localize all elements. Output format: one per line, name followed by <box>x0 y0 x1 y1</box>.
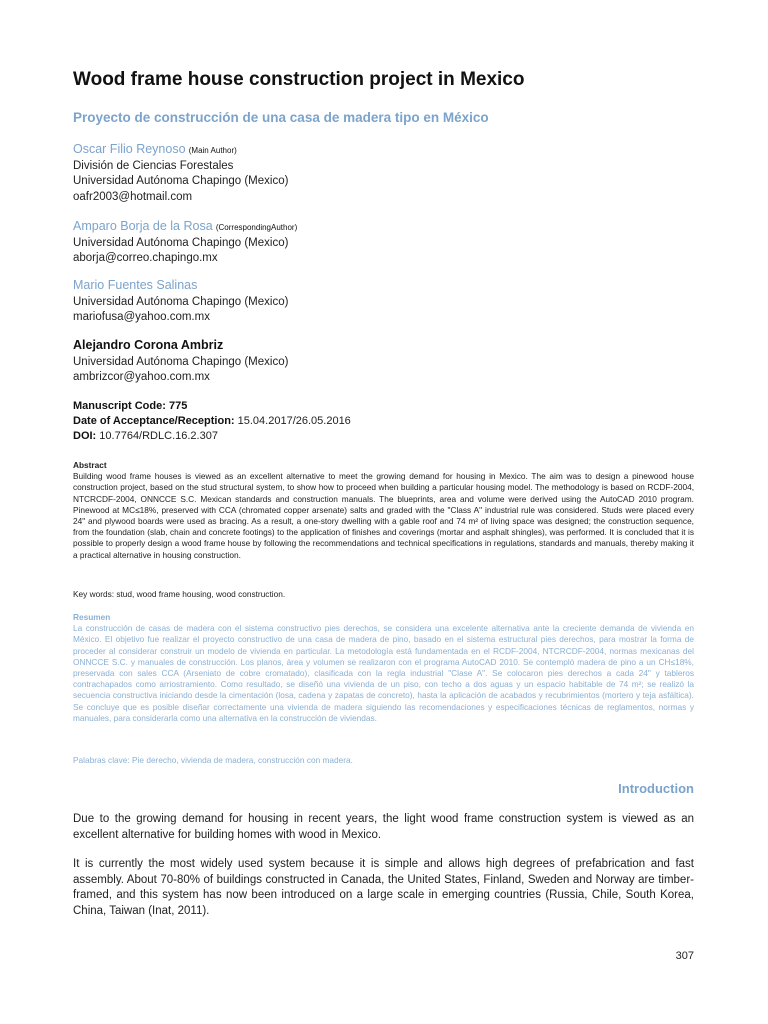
author-name: Alejandro Corona Ambriz <box>73 338 224 352</box>
author-name: Amparo Borja de la Rosa <box>73 219 213 233</box>
doi-label: DOI: <box>73 430 97 442</box>
manuscript-meta <box>73 399 351 444</box>
resumen-section <box>73 612 694 724</box>
abstract-section <box>73 460 694 561</box>
resumen-heading: Resumen <box>73 612 111 622</box>
author-block <box>73 219 297 267</box>
author-affiliation: Universidad Autónoma Chapingo (Mexico) <box>73 295 289 308</box>
author-block <box>73 278 288 326</box>
author-email: aborja@correo.chapingo.mx <box>73 252 218 265</box>
author-affiliation: Universidad Autónoma Chapingo (Mexico) <box>73 236 289 249</box>
keywords: Key words: stud, wood frame housing, wood construction. <box>73 589 286 599</box>
abstract-heading: Abstract <box>73 460 107 470</box>
author-affiliation: Universidad Autónoma Chapingo (Mexico) <box>73 175 289 188</box>
palabras-clave: Palabras clave: Pie derecho, vivienda de madera, construcción con madera. <box>73 755 353 765</box>
intro-paragraph: It is currently the most widely used system because it is simple and allows high degrees of prefabrication and fast assembly. About 70-80% of buildings constructed in Canada, the United States, Finland, Sweden and Norway are timber-framed, and this system has now been introduced on a large scale in emerging countries (Russia, Chile, South Korea, China, Taiwan (Inat, 2011). <box>73 858 694 917</box>
page-number: 307 <box>675 950 694 962</box>
author-role: (Main Author) <box>188 146 237 155</box>
doi-value: 10.7764/RDLC.16.2.307 <box>99 430 218 442</box>
introduction-heading: Introduction <box>618 781 694 796</box>
dates-label: Date of Acceptance/Reception: <box>73 415 235 427</box>
author-affiliation: Universidad Autónoma Chapingo (Mexico) <box>73 355 289 368</box>
author-email: mariofusa@yahoo.com.mx <box>73 311 210 324</box>
manuscript-code-label: Manuscript Code: <box>73 400 166 412</box>
intro-paragraph: Due to the growing demand for housing in recent years, the light wood frame construction system is viewed as an excellent alternative for building homes with wood in Mexico. <box>73 813 694 841</box>
author-name: Mario Fuentes Salinas <box>73 278 198 292</box>
author-block <box>73 142 288 205</box>
author-role: (CorrespondingAuthor) <box>215 223 298 232</box>
author-name: Oscar Filio Reynoso <box>73 142 186 156</box>
dates-value: 15.04.2017/26.05.2016 <box>237 415 351 427</box>
abstract-text: Building wood frame houses is viewed as an excellent alternative to meet the growing demand for housing in Mexico. The aim was to design a pinewood house construction project, based on the stud structural system, to show how to proceed when building a particular housing model. The methodology is based on RCDF-2004, NTCRCDF-2004, ONNCCE S.C. Mexican standards and construction manuals. The blueprints, area and volume were derived using the AutoCAD 2010 program. Pinewood at MC≤18%, preserved with CCA (chromated copper arsenate) salts and graded with the "Class A" industrial rule was considered. Studs were placed every 24" and plywood boards were used as bracing. As a result, a one-story dwelling with a gable roof and 74 m² of living space was designed; the construction sequence, from the foundation (slab, chain and concrete footings) to the application of finishes and coverings (mortar and asphalt shingles), was performed. It is concluded that it is possible to properly design a wood frame house by following the recommendations and technical specifications in regulations, standards and manuals, thereby making it a practical alternative in housing construction. <box>73 471 694 560</box>
author-email: oafr2003@hotmail.com <box>73 190 193 203</box>
author-email: ambrizcor@yahoo.com.mx <box>73 371 210 384</box>
paper-subtitle: Proyecto de construcción de una casa de madera tipo en México <box>73 110 489 125</box>
paper-title: Wood frame house construction project in Mexico <box>73 69 525 90</box>
manuscript-code-value: 775 <box>168 400 188 412</box>
author-affiliation: División de Ciencias Forestales <box>73 159 234 172</box>
resumen-text: La construcción de casas de madera con el sistema constructivo pies derechos, se considera una excelente alternativa ante la creciente demanda de vivienda en México. El objetivo fue realizar el proyecto constructivo de una casa de madera de pino, basado en el sistema estructural pies derechos, para mostrar la forma de proceder al considerar construir un modelo de vivienda en particular. La metodología está fundamentada en el RCDF-2004, NTCRCDF-2004, normas mexicanas del ONNCCE S.C. y manuales de construcción. Los planos, área y volumen se realizaron con el programa AutoCAD 2010. Se contempló madera de pino a un CH≤18%, preservada con sales CCA (Arseniato de cobre cromatado), clasificada con la regla industrial "Clase A". Se colocaron pies derechos a cada 24" y tableros contrachapados como arriostramiento. Como resultado, se diseñó una vivienda de un piso, con techo a dos aguas y un espacio habitable de 74 m²; se realizó la secuencia constructiva iniciando desde la cimentación (losa, cadena y zapatas de concreto), hasta la aplicación de acabados y recubrimientos (mortero y teja asfáltica). Se concluye que es posible diseñar correctamente una vivienda de madera siguiendo las recomendaciones y especificaciones técnicas de reglamentos, normas y manuales, para considerarla como una alternativa en la construcción de viviendas. <box>73 623 694 723</box>
author-block <box>73 338 288 386</box>
